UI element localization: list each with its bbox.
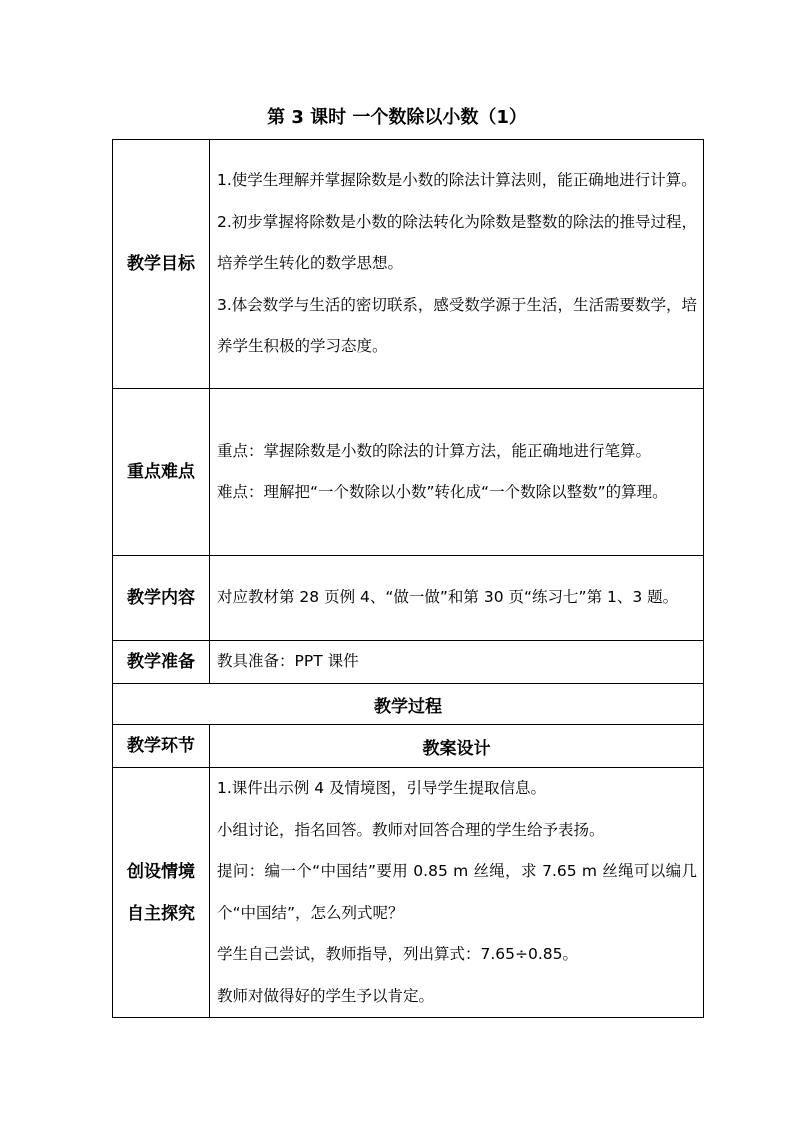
stage1-label [113,768,210,1018]
process-header-row [113,725,704,768]
stage1-item: 1.课件出示例 4 及情境图，引导学生提取信息。 [217,779,547,797]
objective-item: 3.体会数学与生活的密切联系，感受数学源于生活，生活需要数学，培养学生积极的学习态度。 [217,295,697,356]
content-item: 对应教材第 28 页例 4、“做一做”和第 30 页“练习七”第 1、3 题。 [217,588,679,607]
objectives-label: 教学目标 [113,140,210,389]
stage1-item: 学生自己尝试，教师指导，列出算式：7.65÷0.85。 [217,945,579,963]
stage1-row [113,768,704,1018]
content-row [113,556,704,641]
stage1-item: 小组讨论，指名回答。教师对回答合理的学生给予表扬。 [217,820,605,839]
content-label: 教学内容 [113,556,210,641]
objective-item: 2.初步掌握将除数是小数的除法转化为除数是整数的除法的推导过程，培养学生转化的数学思想。 [217,212,697,273]
key-point-item: 难点：理解把“一个数除以小数”转化成“一个数除以整数”的算理。 [217,483,668,501]
key-points-content [210,389,704,556]
page-title: 第 3 课时 一个数除以小数（1） [267,107,527,128]
stage1-label-line1: 创设情境 [127,861,195,882]
objective-item: 1.使学生理解并掌握除数是小数的除法计算法则，能正确地进行计算。 [217,171,697,190]
process-title: 教学过程 [113,684,704,725]
preparation-label: 教学准备 [113,641,210,684]
key-point-item: 重点：掌握除数是小数的除法的计算方法，能正确地进行笔算。 [217,441,652,460]
lesson-plan-table [112,139,704,1018]
process-title-row [113,684,704,725]
stage1-item: 提问：编一个“中国结”要用 0.85 m 丝绳，求 7.65 m 丝绳可以编几个“中国结”，怎么列式呢？ [217,862,697,922]
content-text [210,556,704,641]
stage-column-header: 教学环节 [113,725,210,768]
design-column-header: 教案设计 [210,725,704,768]
objectives-row [113,140,704,389]
stage1-label-line2: 自主探究 [127,903,195,924]
stage1-content [210,768,704,1018]
preparation-text [210,641,704,684]
preparation-row [113,641,704,684]
stage1-item: 教师对做得好的学生予以肯定。 [217,986,435,1005]
preparation-item: 教具准备：PPT 课件 [217,652,359,671]
key-points-label: 重点难点 [113,389,210,556]
key-points-row [113,389,704,556]
objectives-content [210,140,704,389]
